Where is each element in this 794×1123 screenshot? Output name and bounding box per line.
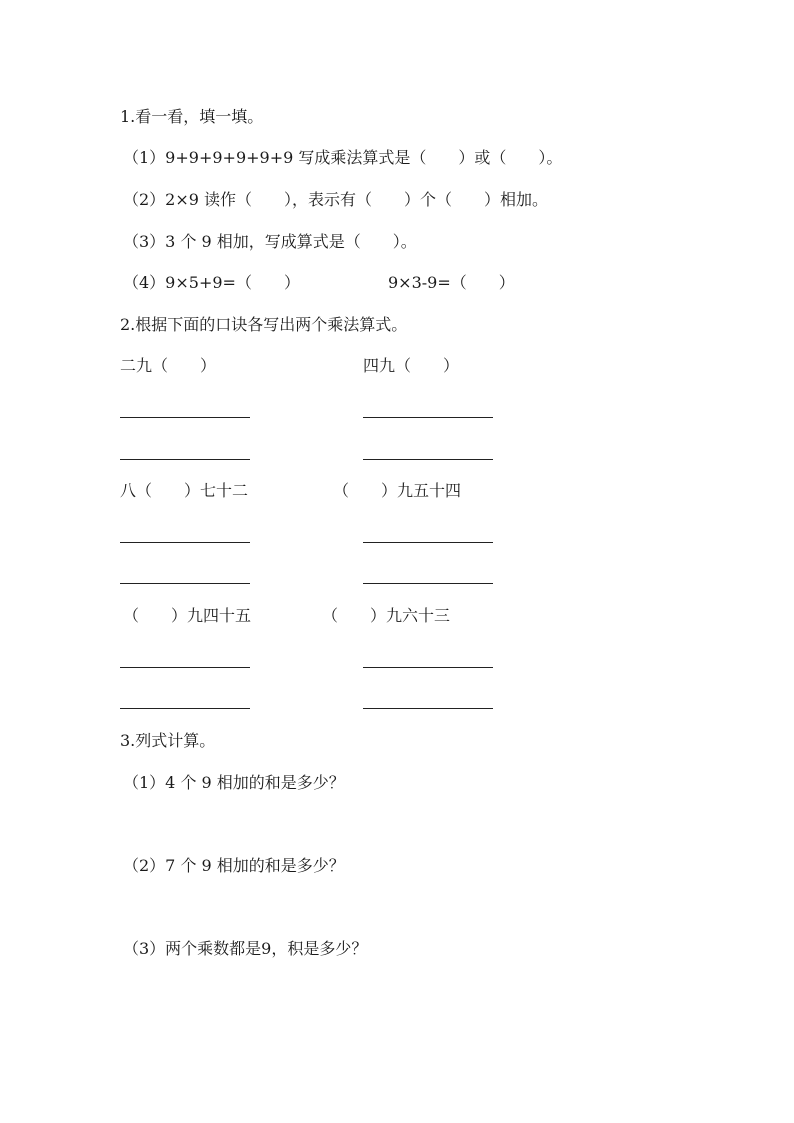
section3-item-2: （2）7 个 9 相加的和是多少？: [123, 856, 345, 875]
rhyme-left-3: （ ）九四十五: [123, 606, 252, 625]
rhyme-right-2: （ ）九五十四: [333, 481, 462, 500]
section1-item-1: （1）9+9+9+9+9+9 写成乘法算式是（ ）或（ ）。: [123, 148, 563, 167]
answer-line[interactable]: [363, 667, 493, 668]
answer-line[interactable]: [120, 542, 250, 543]
rhyme-right-1: 四九（ ）: [363, 356, 460, 375]
section1-item-4-right: 9×3-9=（ ）: [388, 273, 515, 292]
answer-line[interactable]: [363, 417, 493, 418]
section2-heading: 2.根据下面的口诀各写出两个乘法算式。: [120, 315, 408, 334]
answer-line[interactable]: [363, 708, 493, 709]
section3-item-3: （3）两个乘数都是9，积是多少？: [123, 939, 368, 958]
section3-heading: 3.列式计算。: [120, 731, 216, 750]
section1-heading: 1.看一看，填一填。: [120, 107, 264, 126]
section1-item-4-left: （4）9×5+9=（ ）: [123, 273, 300, 292]
answer-line[interactable]: [363, 542, 493, 543]
answer-line[interactable]: [363, 459, 493, 460]
rhyme-left-1: 二九（ ）: [120, 356, 217, 375]
answer-line[interactable]: [363, 583, 493, 584]
section1-item-2: （2）2×9 读作（ ），表示有（ ）个（ ）相加。: [123, 190, 549, 209]
section3-item-1: （1）4 个 9 相加的和是多少？: [123, 773, 345, 792]
answer-line[interactable]: [120, 417, 250, 418]
answer-line[interactable]: [120, 459, 250, 460]
answer-line[interactable]: [120, 667, 250, 668]
rhyme-right-3: （ ）九六十三: [322, 606, 451, 625]
answer-line[interactable]: [120, 583, 250, 584]
answer-line[interactable]: [120, 708, 250, 709]
rhyme-left-2: 八（ ）七十二: [120, 481, 249, 500]
section1-item-3: （3）3 个 9 相加，写成算式是（ ）。: [123, 232, 417, 251]
